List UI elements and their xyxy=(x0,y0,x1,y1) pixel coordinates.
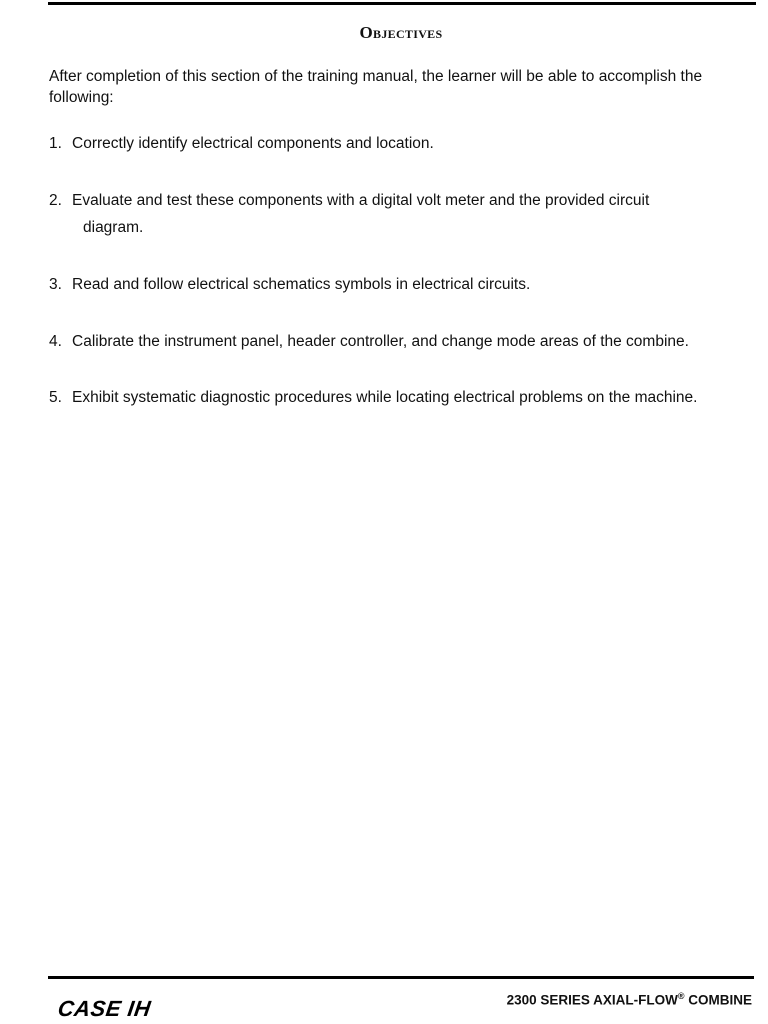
objective-text: Correctly identify electrical components and location. xyxy=(72,135,434,152)
objective-number: 3. xyxy=(49,276,62,293)
objective-number: 1. xyxy=(49,135,62,152)
intro-paragraph: After completion of this section of the training manual, the learner will be able to accomplish the following: xyxy=(49,68,703,106)
objective-number: 5. xyxy=(49,389,62,406)
objective-item-1 xyxy=(49,130,434,157)
objective-text: Evaluate and test these components with a digital volt meter and the provided circuit xyxy=(72,192,650,209)
objective-item-5 xyxy=(49,384,697,411)
objective-item-4 xyxy=(49,328,689,355)
objective-item-2 xyxy=(49,187,649,241)
objective-text: Calibrate the instrument panel, header controller, and change mode areas of the combine. xyxy=(72,333,689,350)
objective-item-3 xyxy=(49,271,530,298)
footer-manual-title xyxy=(507,991,752,1008)
objective-text: Exhibit systematic diagnostic procedures while locating electrical problems on the machine. xyxy=(72,389,698,406)
case-ih-logo: CASE IH xyxy=(56,996,153,1021)
bottom-rule xyxy=(48,976,754,979)
top-rule xyxy=(48,2,756,5)
footer-title-main: 2300 SERIES AXIAL-FLOW xyxy=(506,992,678,1008)
registered-mark: ® xyxy=(677,991,685,1001)
objective-number: 4. xyxy=(49,333,62,350)
objective-number: 2. xyxy=(49,192,62,209)
objective-text: Read and follow electrical schematics symbols in electrical circuits. xyxy=(72,276,531,293)
footer-title-suffix: COMBINE xyxy=(684,992,752,1008)
objective-text-continued: diagram. xyxy=(83,219,144,236)
page-title: Objectives xyxy=(359,23,443,42)
